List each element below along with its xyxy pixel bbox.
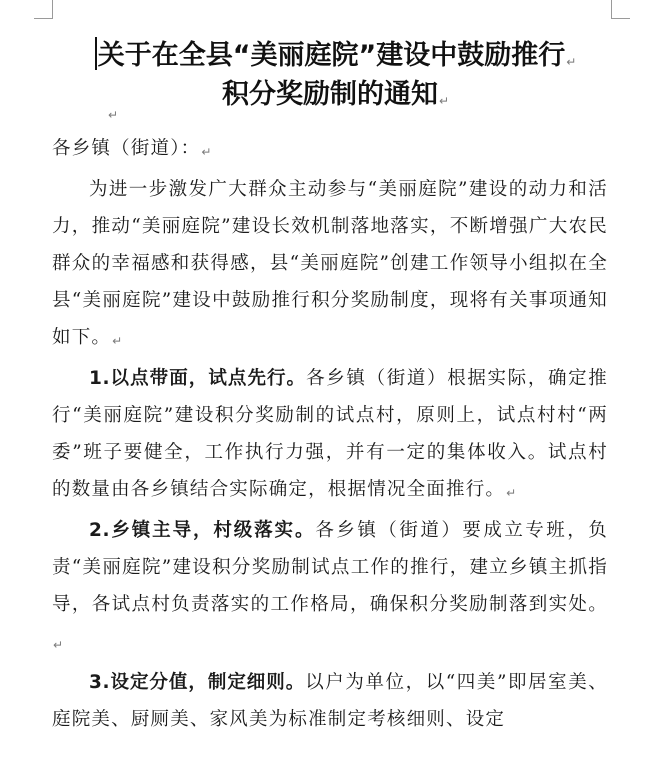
item-heading-1: 1.以点带面，试点先行。	[89, 368, 307, 389]
item-paragraph-3[interactable]	[52, 664, 608, 738]
crop-mark-top-left	[34, 0, 53, 19]
crop-mark-top-right	[611, 0, 630, 19]
item-paragraph-2[interactable]	[52, 512, 608, 664]
document-body[interactable]	[52, 130, 608, 738]
paragraph-mark-icon: ↵	[506, 486, 518, 500]
paragraph-mark-icon: ↵	[566, 55, 577, 69]
item-text-2: 各乡镇（街道）要成立专班，负责“美丽庭院”建设积分奖励制试点工作的推行，建立乡镇主抓指导，各试点村负责落实的工作格局，确保积分奖励制落到实处。	[52, 520, 608, 615]
item-heading-3: 3.设定分值，制定细则。	[89, 672, 306, 693]
item-paragraph-1[interactable]	[52, 360, 608, 512]
item-heading-2: 2.乡镇主导，村级落实。	[89, 520, 316, 541]
paragraph-mark-icon: ↵	[438, 94, 450, 108]
paragraph-mark-icon: ↵	[201, 145, 213, 159]
paragraph-mark-icon: ↵	[53, 638, 65, 652]
intro-paragraph[interactable]: 为进一步激发广大群众主动参与“美丽庭院”建设的动力和活力，推动“美丽庭院”建设长效机制落地落实，不断增强广大农民群众的幸福感和获得感，县“美丽庭院”创建工作领导小组拟在全县“美丽庭院”建设中鼓励推行积分奖励制度，现将有关事项通知如下。↵	[52, 179, 608, 348]
document-title-line-1[interactable]: 关于在全县“美丽庭院”建设中鼓励推行↵	[0, 33, 671, 72]
paragraph-mark-icon: ↵	[108, 108, 119, 122]
item-text-3: 以户为单位，以“四美”即居室美、庭院美、厨厕美、家风美为标准制定考核细则、设定	[52, 672, 608, 730]
item-text-1: 各乡镇（街道）根据实际，确定推行“美丽庭院”建设积分奖励制的试点村，原则上，试点村村“两委”班子要健全，工作执行力强，并有一定的集体收入。试点村的数量由各乡镇结合实际确定，根据情况全面推行。	[52, 368, 608, 500]
document-title-line-2[interactable]: 积分奖励制的通知↵	[221, 79, 450, 110]
text-cursor	[95, 37, 97, 70]
paragraph-mark-icon: ↵	[112, 334, 124, 348]
salutation[interactable]: 各乡镇（街道）：↵	[52, 138, 213, 159]
